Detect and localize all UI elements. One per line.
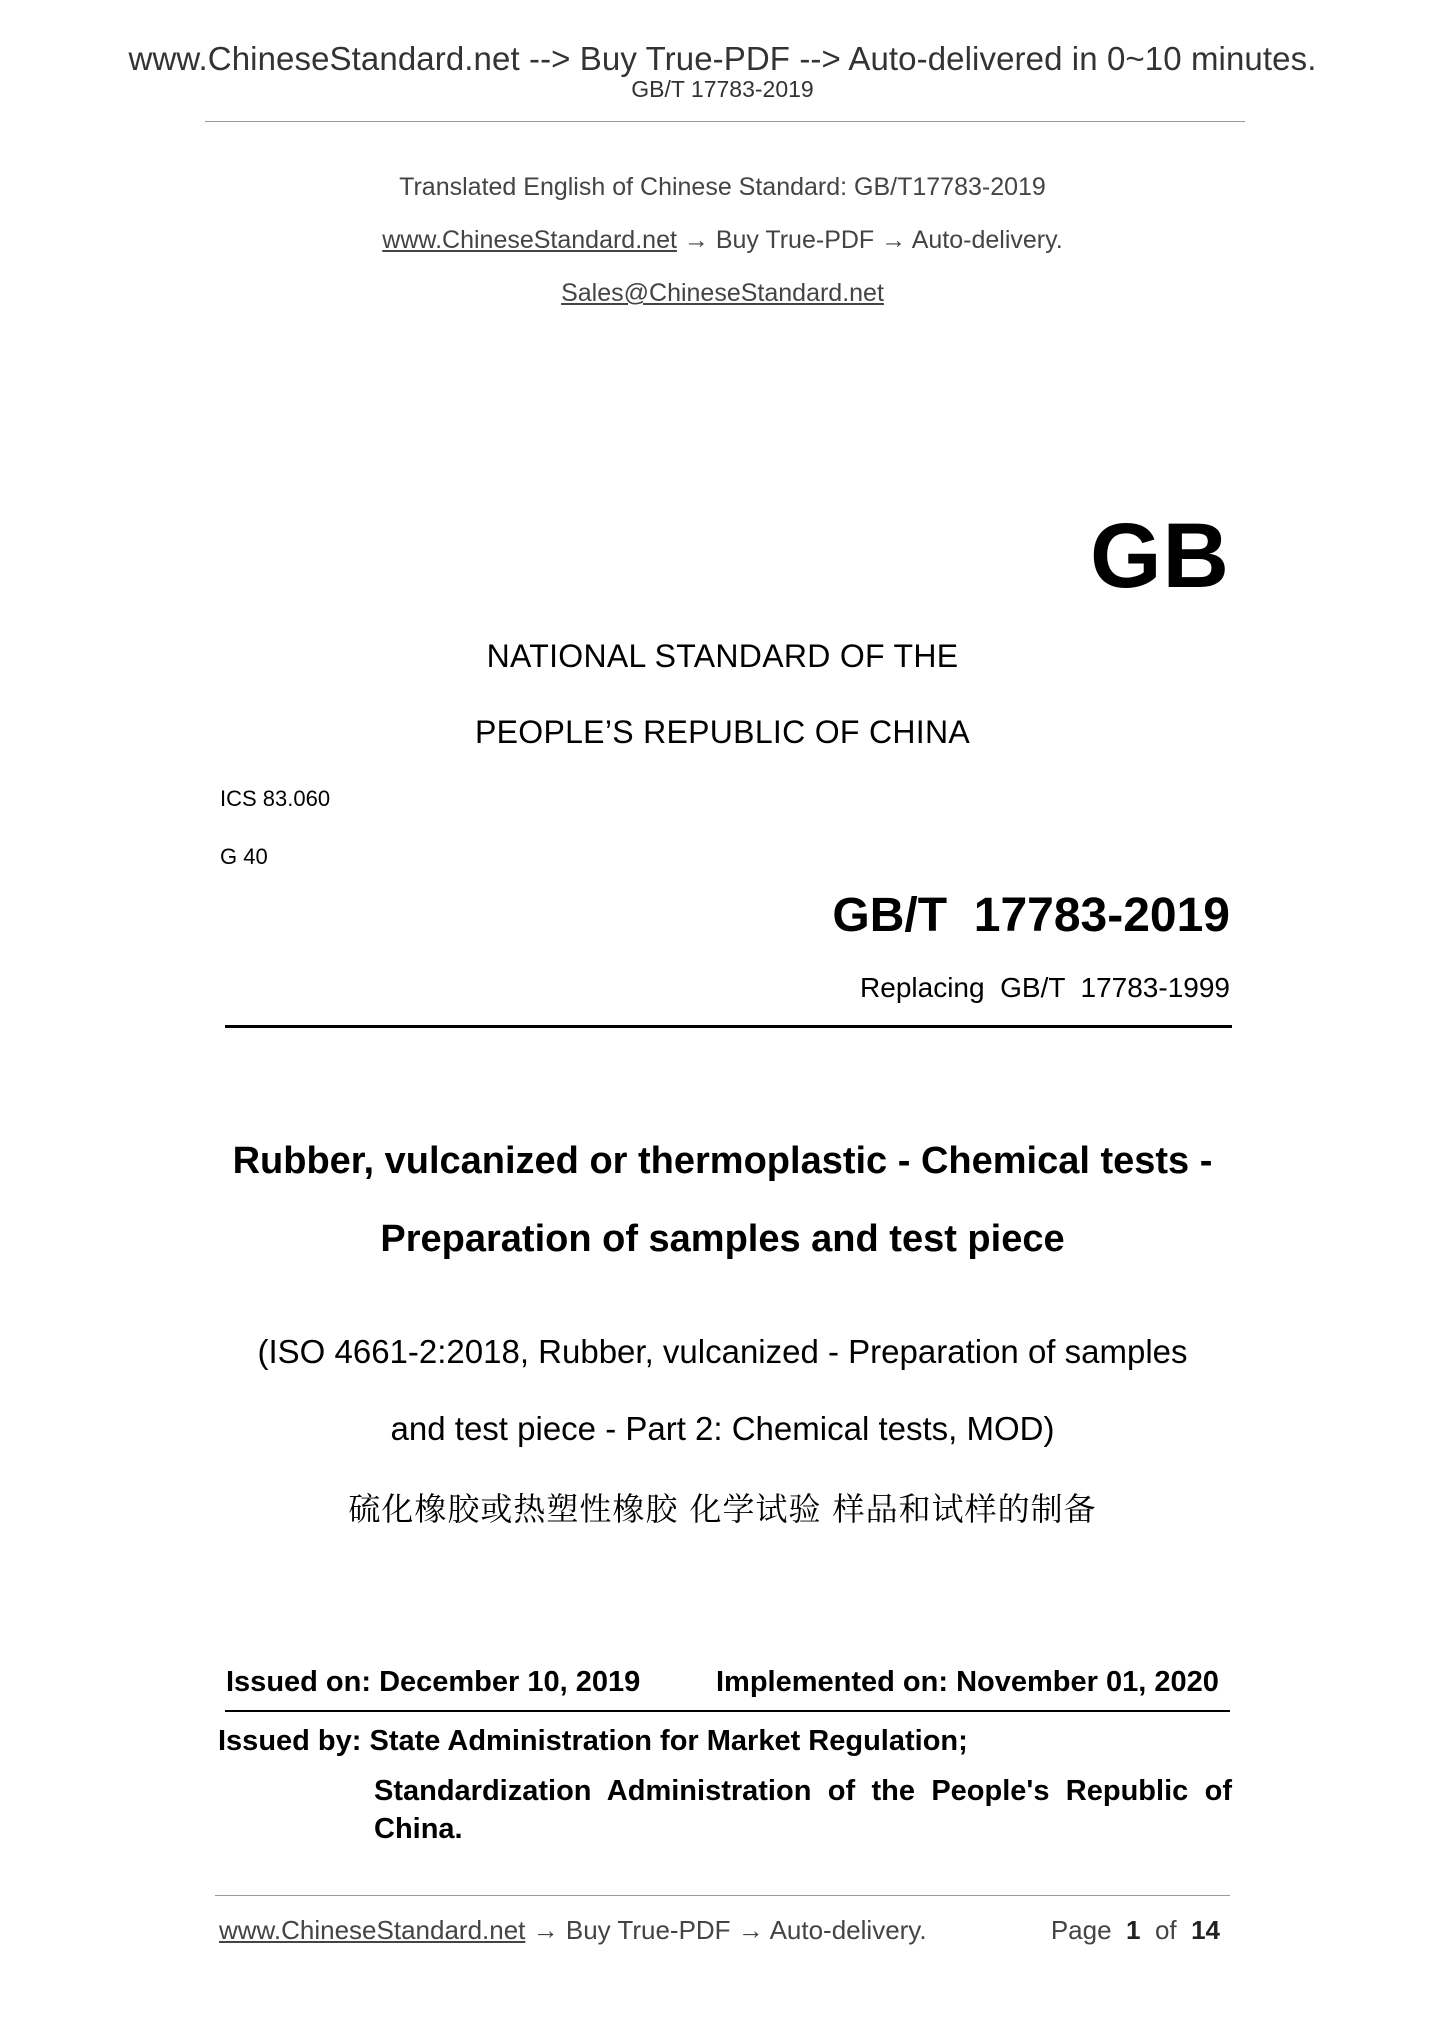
translated-line: Translated English of Chinese Standard: GB/T17783-2019	[399, 173, 1046, 201]
issued-by-line-1: Issued by: State Administration for Market Regulation;	[218, 1725, 968, 1757]
replacing-standard: Replacing GB/T 17783-1999	[860, 972, 1230, 1003]
email-line	[0, 279, 1445, 308]
footer-delivery-line	[219, 1915, 927, 1946]
top-banner: www.ChineseStandard.net --> Buy True-PDF --> Auto-delivered in 0~10 minutes.	[128, 40, 1317, 77]
iso-reference-line-2: and test piece - Part 2: Chemical tests, MOD)	[390, 1410, 1055, 1447]
issued-on: Issued on: December 10, 2019	[226, 1666, 641, 1698]
dates-divider	[225, 1710, 1230, 1712]
page-current: 1	[1126, 1915, 1141, 1945]
national-standard-line-1: NATIONAL STANDARD OF THE	[486, 638, 959, 674]
email-link[interactable]: Sales@ChineseStandard.net	[561, 279, 884, 307]
page-of: of	[1154, 1915, 1177, 1945]
delivery-text: → Buy True-PDF → Auto-delivery.	[676, 226, 1063, 254]
title-line-1: Rubber, vulcanized or thermoplastic - Chemical tests -	[232, 1140, 1213, 1182]
page-total: 14	[1191, 1915, 1220, 1945]
iso-reference-line-1: (ISO 4661-2:2018, Rubber, vulcanized - Preparation of samples	[257, 1333, 1188, 1370]
national-standard-line-2: PEOPLE’S REPUBLIC OF CHINA	[474, 714, 971, 750]
ics-code: ICS 83.060	[220, 786, 331, 811]
issued-by-line-2: Standardization Administration of the People's Republic of China.	[374, 1775, 1232, 1845]
ccs-code: G 40	[220, 844, 268, 869]
chinese-title: 硫化橡胶或热塑性橡胶 化学试验 样品和试样的制备	[348, 1490, 1097, 1528]
header-divider	[205, 121, 1245, 122]
footer-divider	[215, 1895, 1230, 1896]
delivery-line	[0, 226, 1445, 255]
implemented-on: Implemented on: November 01, 2020	[716, 1666, 1219, 1698]
title-line-2: Preparation of samples and test piece	[380, 1218, 1065, 1260]
standard-number: GB/T 17783-2019	[832, 889, 1230, 942]
gb-logo: GB	[1090, 505, 1230, 607]
title-divider	[225, 1025, 1232, 1028]
site-link[interactable]: www.ChineseStandard.net	[382, 226, 677, 254]
dates-row	[226, 1666, 1226, 1699]
running-head: GB/T 17783-2019	[631, 76, 814, 102]
page-indicator	[1051, 1915, 1220, 1946]
page-label: Page	[1050, 1915, 1112, 1945]
footer-delivery-text: → Buy True-PDF → Auto-delivery.	[525, 1915, 927, 1945]
footer-site-link[interactable]: www.ChineseStandard.net	[219, 1915, 526, 1945]
